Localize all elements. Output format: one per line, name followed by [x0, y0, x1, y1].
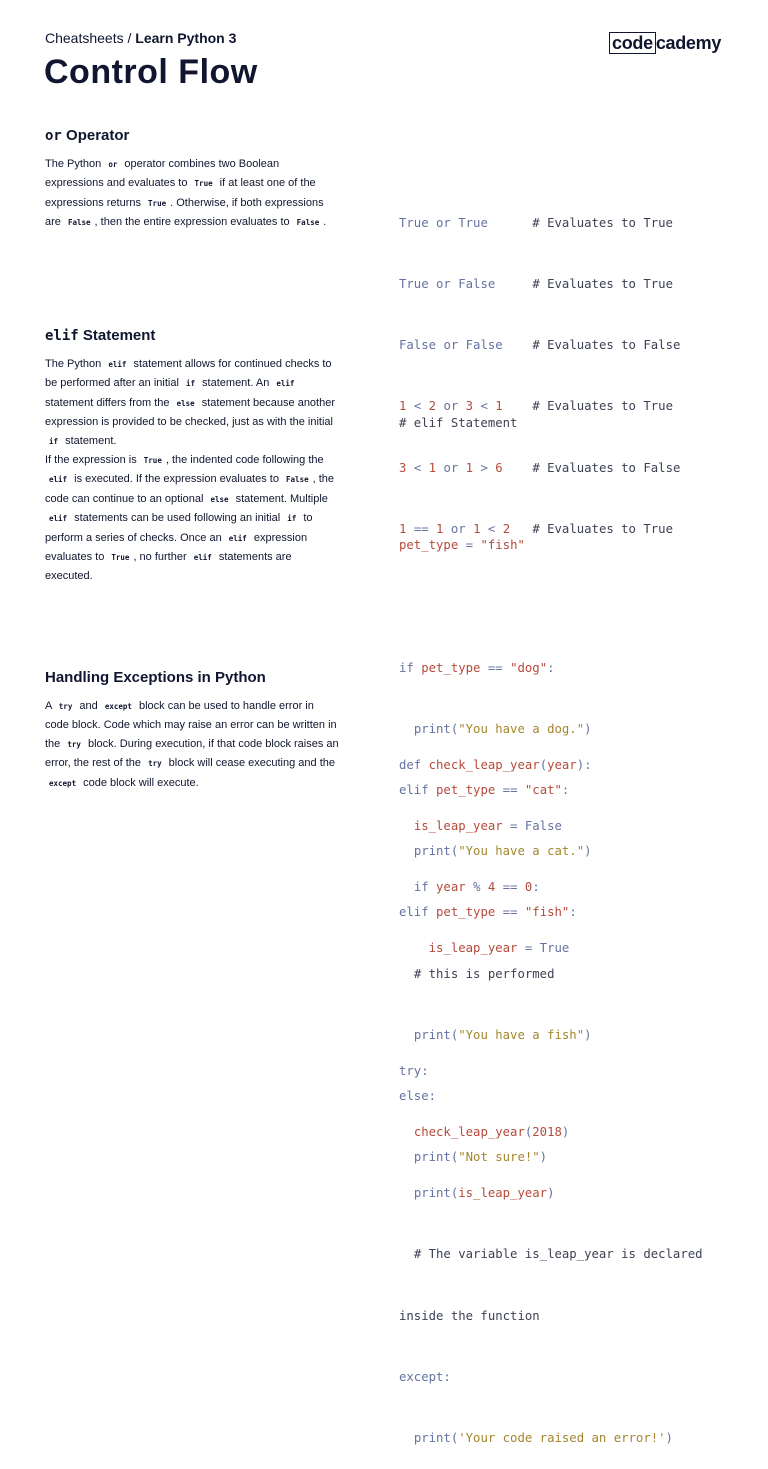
inline-code: elif	[193, 553, 212, 563]
section-title-elif-statement	[45, 327, 155, 344]
inline-code: try	[148, 759, 162, 769]
inline-code: False	[67, 218, 91, 228]
text: block can be used to handle error in code block. Code which may raise an error can be written in the	[45, 700, 337, 750]
logo-box-text: code	[609, 32, 656, 54]
code-line: # this is performed	[413, 966, 555, 981]
text: , the indented code following the	[165, 454, 324, 467]
inline-code: try	[58, 702, 73, 711]
code-line: else:	[399, 1089, 437, 1104]
text: statement. Multiple	[232, 492, 328, 505]
text: A	[45, 700, 55, 712]
text: block will cease executing and the	[165, 757, 335, 770]
code-line: print("Not sure!")	[413, 1150, 548, 1165]
section-title-text: Operator	[61, 127, 130, 144]
section-title-handling-exceptions: Handling Exceptions in Python	[45, 669, 266, 686]
code-line: def check_leap_year(year):	[399, 757, 592, 772]
code-line: elif pet_type == "fish":	[399, 905, 577, 920]
code-line: if pet_type == "dog":	[399, 660, 555, 675]
section-title-code: elif	[45, 328, 79, 344]
inline-code: elif	[49, 475, 68, 485]
inline-code: else	[176, 398, 195, 408]
exceptions-description	[45, 697, 340, 793]
text: operator combines two Boolean expressions and evaluates to	[45, 158, 280, 190]
inline-code: if	[185, 379, 195, 389]
elif-statement-description	[45, 355, 340, 586]
text: statement.	[62, 434, 117, 447]
code-line: 1 < 2 or 3 < 1 # Evaluates to True	[399, 399, 673, 414]
text: is executed. If the expression evaluates to	[71, 473, 283, 486]
section-title-or-operator	[45, 127, 129, 144]
code-line: # The variable is_leap_year is declared	[413, 1247, 703, 1262]
text: expression evaluates to	[45, 531, 308, 564]
code-line: print("You have a fish")	[413, 1027, 592, 1042]
text: statement. An	[199, 377, 273, 390]
inline-code: else	[210, 494, 229, 504]
code-line: print('Your code raised an error!')	[413, 1431, 673, 1446]
code-line: if year % 4 == 0:	[413, 880, 540, 895]
inline-code: False	[296, 218, 320, 228]
logo-rest-text: cademy	[655, 33, 722, 53]
text: statements can be used following an initial	[71, 512, 284, 525]
text: statements are executed.	[45, 551, 292, 583]
code-line: check_leap_year(2018)	[413, 1125, 570, 1140]
section-title-text: Statement	[78, 327, 156, 344]
text: and	[76, 700, 101, 712]
code-line: False or False # Evaluates to False	[399, 338, 681, 353]
text: code block will execute.	[80, 776, 199, 789]
inline-code: elif	[108, 360, 127, 369]
inline-code: elif	[49, 514, 68, 524]
text: , then the entire expression evaluates to	[94, 216, 293, 229]
code-line	[399, 474, 592, 494]
breadcrumb	[45, 30, 236, 46]
code-line	[399, 1000, 703, 1020]
inline-code: True	[148, 198, 167, 208]
inline-code: False	[286, 475, 309, 485]
breadcrumb-current[interactable]: Learn Python 3	[135, 30, 237, 46]
code-line: print(is_leap_year)	[413, 1186, 555, 1201]
text: , the code can continue to an optional	[45, 473, 335, 505]
code-line: except:	[399, 1369, 451, 1384]
text: .	[323, 216, 327, 229]
code-line: 3 < 1 or 1 > 6 # Evaluates to False	[399, 460, 681, 475]
text: if at least one of the expressions returns	[45, 177, 316, 209]
text: statement allows for continued checks to be performed after an initial	[45, 358, 332, 390]
text: If the expression is	[45, 454, 140, 467]
inline-code: or	[108, 160, 118, 169]
code-line: is_leap_year = False	[413, 819, 562, 834]
code-line: pet_type = "fish"	[399, 538, 525, 553]
breadcrumb-separator: /	[123, 30, 136, 46]
code-line: elif pet_type == "cat":	[399, 783, 570, 798]
code-line: print("You have a cat.")	[413, 844, 592, 859]
codecademy-logo[interactable]	[609, 32, 721, 54]
page-title: Control Flow	[44, 53, 258, 91]
or-operator-description	[45, 155, 340, 233]
text: The Python	[45, 358, 105, 370]
inline-code: if	[49, 436, 59, 446]
code-line: inside the function	[399, 1308, 540, 1323]
text: statement differs from the	[45, 396, 173, 409]
code-line: True or True # Evaluates to True	[399, 215, 673, 230]
code-line: # elif Statement	[399, 415, 518, 430]
code-line: 1 == 1 or 1 < 2 # Evaluates to True	[399, 521, 673, 536]
inline-code: except	[104, 702, 132, 711]
inline-code: True	[111, 553, 130, 563]
text: statement because another expression is provided to be checked, just as with the initial	[45, 396, 336, 429]
inline-code: try	[67, 739, 81, 749]
code-line: True or False # Evaluates to True	[399, 277, 673, 292]
inline-code: True	[194, 179, 213, 189]
text: block. During execution, if that code block raises an error, the rest of the	[45, 737, 339, 770]
code-line: is_leap_year = True	[428, 941, 570, 956]
text: to perform a series of checks. Once an	[45, 512, 313, 544]
inline-code: elif	[228, 533, 247, 543]
breadcrumb-root-link[interactable]: Cheatsheets	[45, 30, 124, 46]
section-title-code: or	[45, 128, 62, 144]
text: , no further	[133, 551, 190, 564]
text: . Otherwise, if both expressions are	[45, 196, 324, 229]
inline-code: True	[143, 456, 162, 466]
code-line: print("You have a dog.")	[413, 721, 592, 736]
code-line	[399, 596, 592, 616]
code-line: try:	[399, 1063, 429, 1078]
inline-code: elif	[276, 379, 295, 389]
text: The Python	[45, 158, 105, 170]
inline-code: if	[287, 514, 297, 524]
exceptions-code-example	[399, 714, 703, 1469]
inline-code: except	[49, 778, 77, 788]
